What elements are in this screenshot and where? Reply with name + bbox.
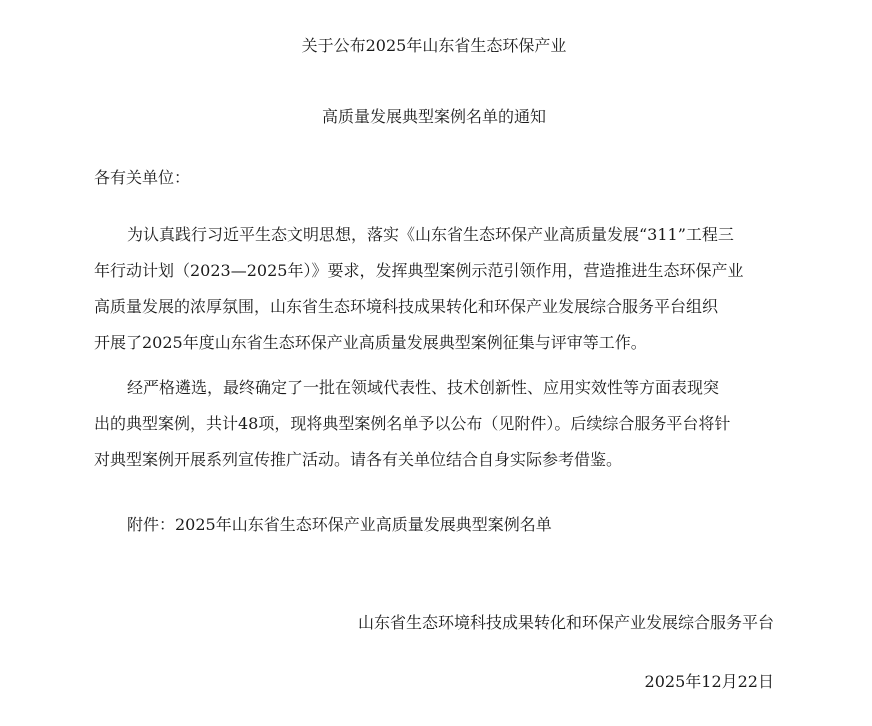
issue-date: 2025年12月22日 [644, 672, 774, 691]
document-title-line-1: 关于公布2025年山东省生态环保产业 [301, 36, 567, 55]
attachment-note: 附件：2025年山东省生态环保产业高质量发展典型案例名单 [127, 515, 552, 534]
paragraph-line: 对典型案例开展系列宣传推广活动。请各有关单位结合自身实际参考借鉴。 [94, 450, 623, 469]
paragraph-1 [94, 217, 774, 361]
document-title-line-2: 高质量发展典型案例名单的通知 [321, 107, 546, 126]
paragraph-line: 高质量发展的浓厚氛围，山东省生态环境科技成果转化和环保产业发展综合服务平台组织 [94, 297, 719, 316]
salutation: 各有关单位： [94, 168, 191, 187]
paragraph-line: 出的典型案例，共计48项，现将典型案例名单予以公布（见附件）。后续综合服务平台将针 [94, 414, 731, 433]
paragraph-2 [94, 370, 774, 478]
paragraph-line: 经严格遴选，最终确定了一批在领域代表性、技术创新性、应用实效性等方面表现突 [127, 378, 720, 397]
signer: 山东省生态环境科技成果转化和环保产业发展综合服务平台 [357, 613, 774, 632]
paragraph-line: 年行动计划（2023—2025年）》要求，发挥典型案例示范引领作用，营造推进生态环保产业 [94, 261, 744, 280]
paragraph-line: 为认真践行习近平生态文明思想，落实《山东省生态环保产业高质量发展“311”工程三 [127, 225, 734, 244]
paragraph-line: 开展了2025年度山东省生态环保产业高质量发展典型案例征集与评审等工作。 [94, 333, 647, 352]
